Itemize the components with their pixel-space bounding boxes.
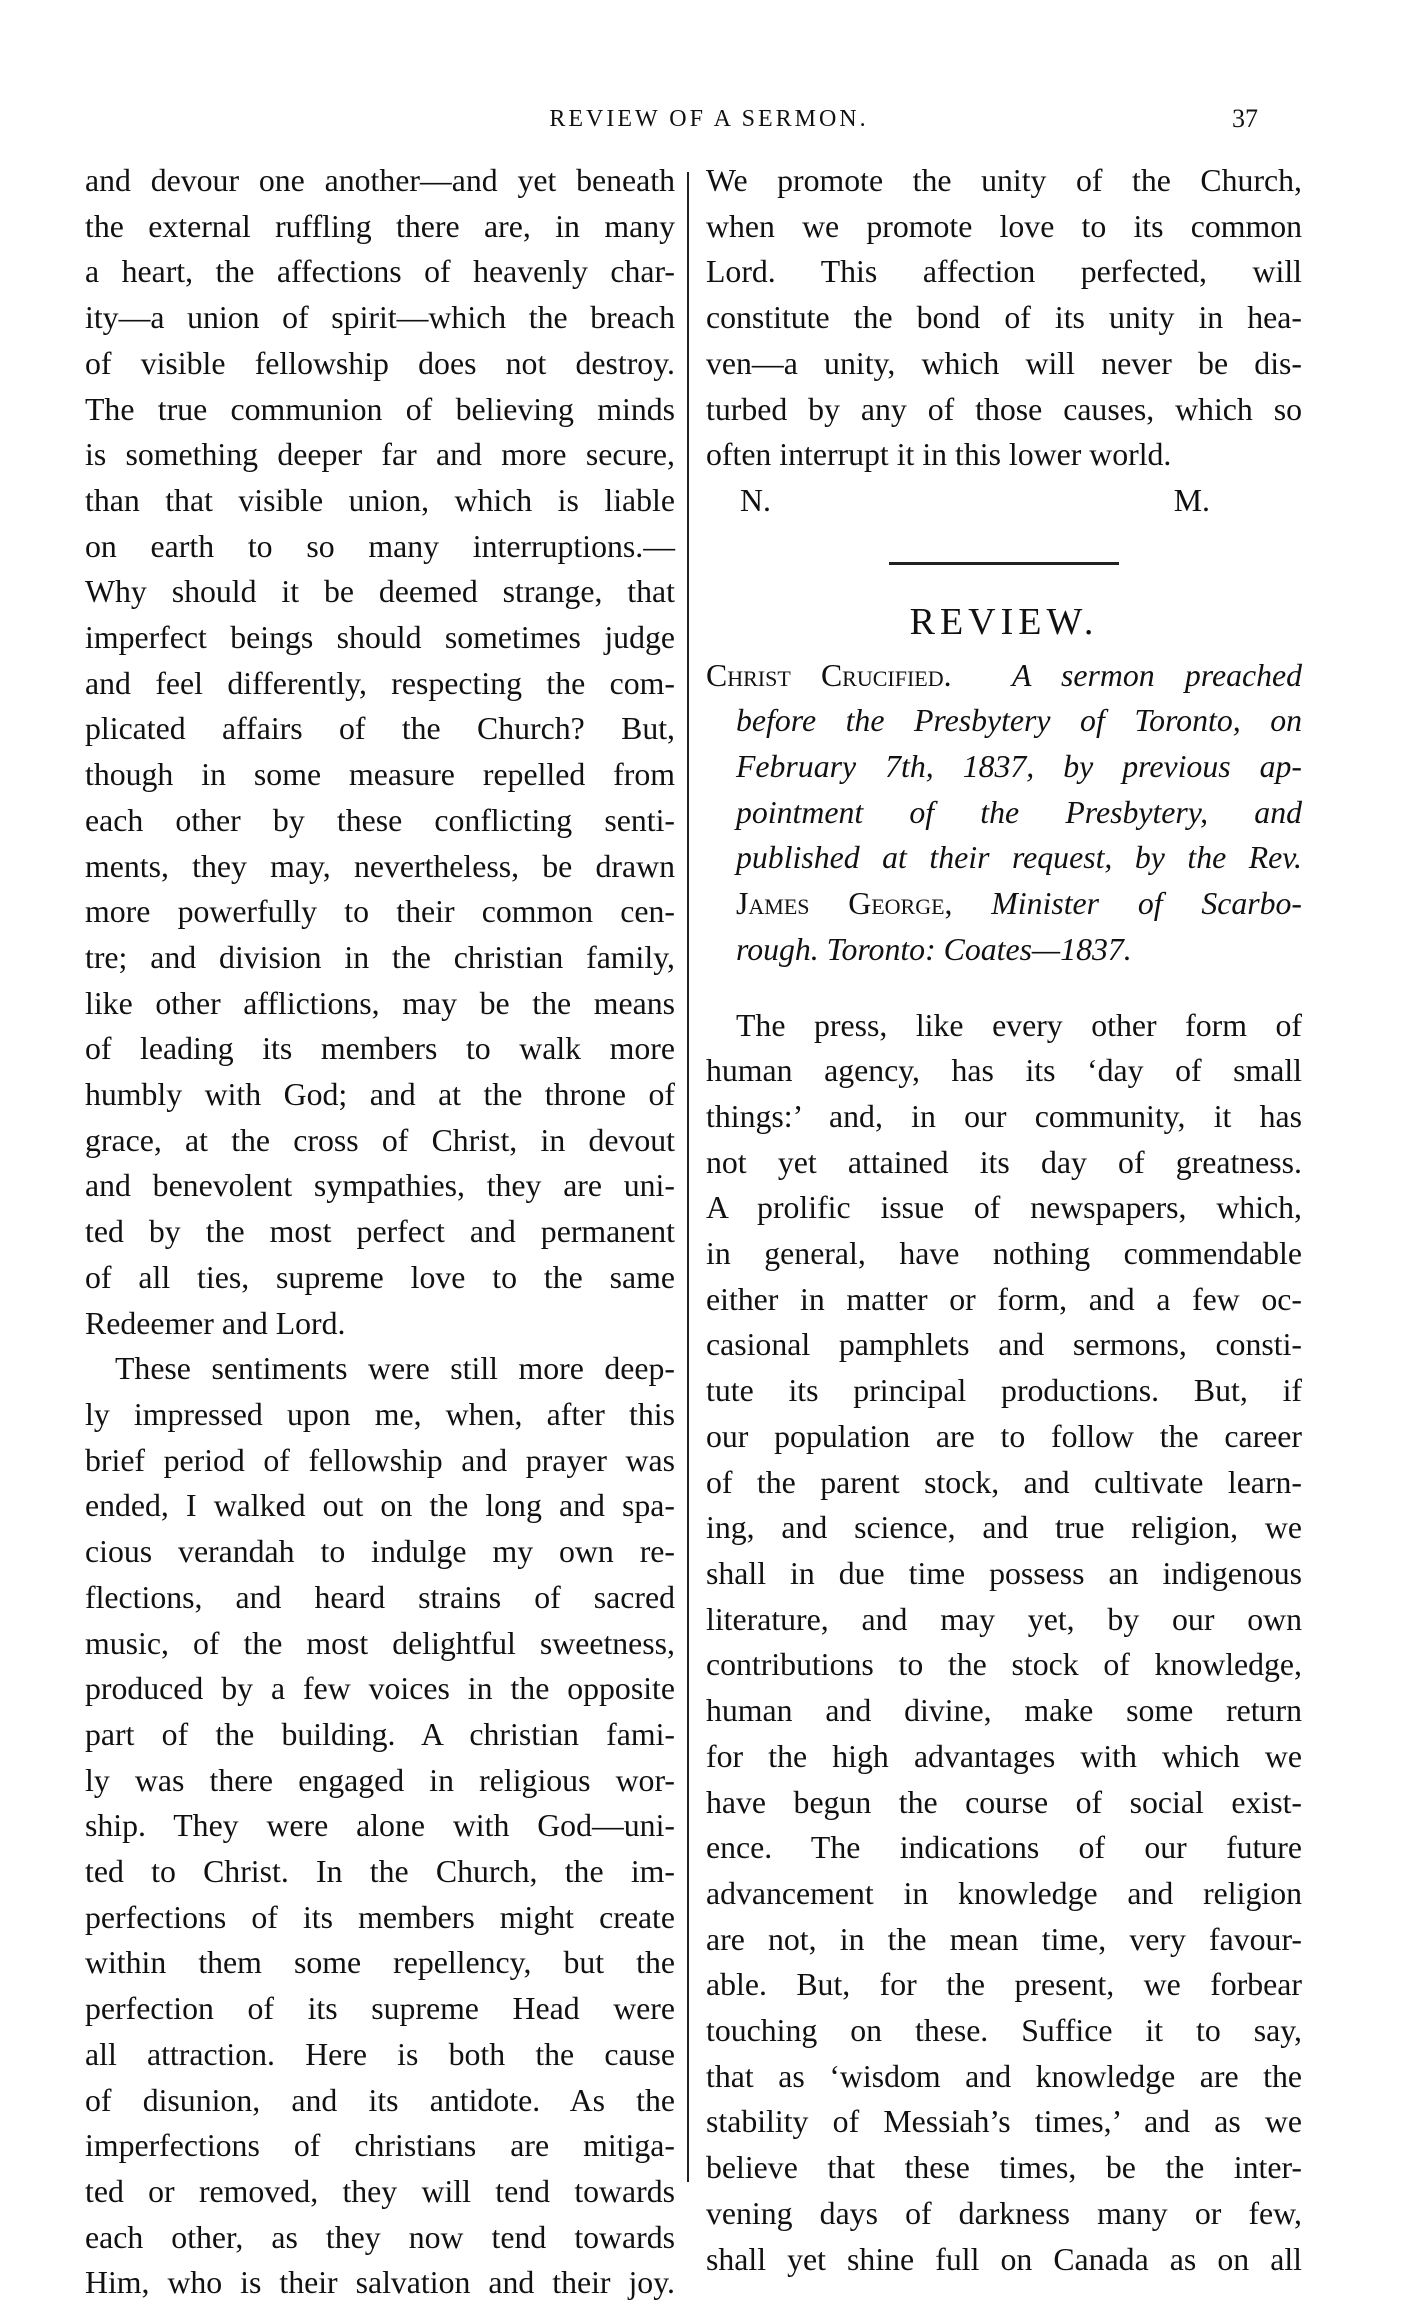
citation-line: pointment of the Presbytery, and xyxy=(736,794,1302,830)
text-line: brief period of fellowship and prayer was xyxy=(85,1442,675,1478)
text-line: more powerfully to their common cen- xyxy=(85,894,675,930)
left-column xyxy=(85,158,675,2306)
citation-author: James George, xyxy=(736,886,953,922)
text-line: of leading its members to walk more xyxy=(85,1031,675,1067)
text-line: human agency, has its ‘day of small xyxy=(706,1053,1302,1089)
text-line: and benevolent sympathies, they are uni- xyxy=(85,1168,675,1204)
running-head: REVIEW OF A SERMON. xyxy=(549,106,869,132)
text-line: produced by a few voices in the opposite xyxy=(85,1671,675,1707)
signature xyxy=(706,478,1302,524)
text-line: of the parent stock, and cultivate learn- xyxy=(706,1464,1302,1500)
citation-line: rough. Toronto: Coates—1837. xyxy=(736,931,1132,967)
citation-line xyxy=(706,881,1302,927)
text-line: shall in due time possess an indigenous xyxy=(706,1555,1302,1591)
text-line: Redeemer and Lord. xyxy=(85,1305,346,1341)
text-line: grace, at the cross of Christ, in devout xyxy=(85,1122,675,1158)
page-number: 37 xyxy=(1232,104,1258,133)
text-line: turbed by any of those causes, which so xyxy=(706,391,1302,427)
text-line: is something deeper far and more secure, xyxy=(85,437,675,473)
text-line: for the high advantages with which we xyxy=(706,1738,1302,1774)
text-line: perfection of its supreme Head were xyxy=(85,1991,675,2027)
citation-text: Minister of Scarbo- xyxy=(991,886,1302,922)
signature-initial-right: M. xyxy=(1173,482,1210,518)
text-line: often interrupt it in this lower world. xyxy=(706,437,1172,473)
citation-line: February 7th, 1837, by previous ap- xyxy=(736,749,1302,785)
text-line: things:’ and, in our community, it has xyxy=(706,1098,1302,1134)
text-line: than that visible union, which is liable xyxy=(85,482,675,518)
text-line: in general, have nothing commendable xyxy=(706,1236,1302,1272)
text-line: contributions to the stock of knowledge, xyxy=(706,1647,1302,1683)
text-line: perfections of its members might create xyxy=(85,1899,675,1935)
text-line: tre; and division in the christian family, xyxy=(85,939,675,975)
text-line: each other by these conflicting senti- xyxy=(85,802,675,838)
text-line: ence. The indications of our future xyxy=(706,1830,1302,1866)
text-line: plicated affairs of the Church? But, xyxy=(85,711,675,747)
text-line: music, of the most delightful sweetness, xyxy=(85,1625,675,1661)
text-line: ly was there engaged in religious wor- xyxy=(85,1762,675,1798)
text-line: ing, and science, and true religion, we xyxy=(706,1510,1302,1546)
text-line: that as ‘wisdom and knowledge are the xyxy=(706,2058,1302,2094)
text-line: shall yet shine full on Canada as on all xyxy=(706,2241,1302,2277)
text-line: have begun the course of social exist- xyxy=(706,1784,1302,1820)
text-line: These sentiments were still more deep- xyxy=(115,1351,675,1387)
text-line: of disunion, and its antidote. As the xyxy=(85,2082,675,2118)
citation-title: Christ Crucified. xyxy=(706,657,952,693)
spacer xyxy=(706,973,1302,1003)
text-line: ted or removed, they will tend towards xyxy=(85,2173,675,2209)
citation-line: published at their request, by the Rev. xyxy=(736,840,1302,876)
text-line: all attraction. Here is both the cause xyxy=(85,2036,675,2072)
text-line: touching on these. Suffice it to say, xyxy=(706,2013,1302,2049)
review-citation xyxy=(706,653,1302,973)
text-line: ted by the most perfect and permanent xyxy=(85,1214,675,1250)
text-line: The press, like every other form of xyxy=(736,1007,1302,1043)
text-line: We promote the unity of the Church, xyxy=(706,163,1302,198)
text-line: tute its principal productions. But, if xyxy=(706,1373,1302,1409)
column-rule xyxy=(687,172,689,2182)
text-line: able. But, for the present, we forbear xyxy=(706,1967,1302,2003)
text-line: casional pamphlets and sermons, consti- xyxy=(706,1327,1302,1363)
section-title: REVIEW. xyxy=(909,600,1099,643)
text-line: advancement in knowledge and religion xyxy=(706,1875,1302,1911)
text-line: and feel differently, respecting the com- xyxy=(85,665,675,701)
text-line: within them some repellency, but the xyxy=(85,1945,675,1981)
text-line: of visible fellowship does not destroy. xyxy=(85,345,675,381)
text-line: like other afflictions, may be the means xyxy=(85,985,675,1021)
text-line: imperfections of christians are mitiga- xyxy=(85,2128,675,2164)
text-line: believe that these times, be the inter- xyxy=(706,2150,1302,2186)
text-line: cious verandah to indulge my own re- xyxy=(85,1534,675,1570)
text-line: are not, in the mean time, very favour- xyxy=(706,1921,1302,1957)
text-line: and devour one another—and yet beneath xyxy=(85,163,675,198)
text-line: the external ruffling there are, in many xyxy=(85,208,675,244)
text-line: imperfect beings should sometimes judge xyxy=(85,620,675,656)
text-line: Him, who is their salvation and their joy. xyxy=(85,2265,675,2301)
text-line: A prolific issue of newspapers, which, xyxy=(706,1190,1302,1226)
text-line: vening days of darkness many or few, xyxy=(706,2195,1302,2231)
text-line: flections, and heard strains of sacred xyxy=(85,1579,675,1615)
text-line: ity—a union of spirit—which the breach xyxy=(85,300,675,336)
text-line: Why should it be deemed strange, that xyxy=(85,574,675,610)
text-line: ly impressed upon me, when, after this xyxy=(85,1396,675,1432)
text-line: of all ties, supreme love to the same xyxy=(85,1259,675,1295)
text-line: when we promote love to its common xyxy=(706,208,1302,244)
text-line: ments, they may, nevertheless, be drawn xyxy=(85,848,675,884)
text-line: ship. They were alone with God—uni- xyxy=(85,1808,675,1844)
text-line: not yet attained its day of greatness. xyxy=(706,1144,1302,1180)
text-line: though in some measure repelled from xyxy=(85,757,675,793)
text-line: humbly with God; and at the throne of xyxy=(85,1077,675,1113)
citation-line: before the Presbytery of Toronto, on xyxy=(736,703,1302,739)
text-line: human and divine, make some return xyxy=(706,1693,1302,1729)
text-line: ven—a unity, which will never be dis- xyxy=(706,345,1302,381)
text-line: part of the building. A christian fami- xyxy=(85,1716,675,1752)
citation-line xyxy=(706,653,1302,699)
right-column xyxy=(706,158,1302,2282)
signature-initial-left: N. xyxy=(740,482,771,518)
text-line: either in matter or form, and a few oc- xyxy=(706,1281,1302,1317)
text-line: a heart, the affections of heavenly char- xyxy=(85,254,675,290)
text-line: literature, and may yet, by our own xyxy=(706,1601,1302,1637)
text-line: Lord. This affection perfected, will xyxy=(706,254,1302,290)
text-line: stability of Messiah’s times,’ and as we xyxy=(706,2104,1302,2140)
text-line: each other, as they now tend towards xyxy=(85,2219,675,2255)
text-line: ted to Christ. In the Church, the im- xyxy=(85,1854,675,1890)
text-line: ended, I walked out on the long and spa- xyxy=(85,1488,675,1524)
text-line: The true communion of believing minds xyxy=(85,391,675,427)
citation-text: A sermon preached xyxy=(1012,657,1303,693)
section-divider xyxy=(889,562,1119,565)
text-line: on earth to so many interruptions.— xyxy=(85,528,675,564)
text-line: our population are to follow the career xyxy=(706,1418,1302,1454)
text-line: constitute the bond of its unity in hea- xyxy=(706,300,1302,336)
